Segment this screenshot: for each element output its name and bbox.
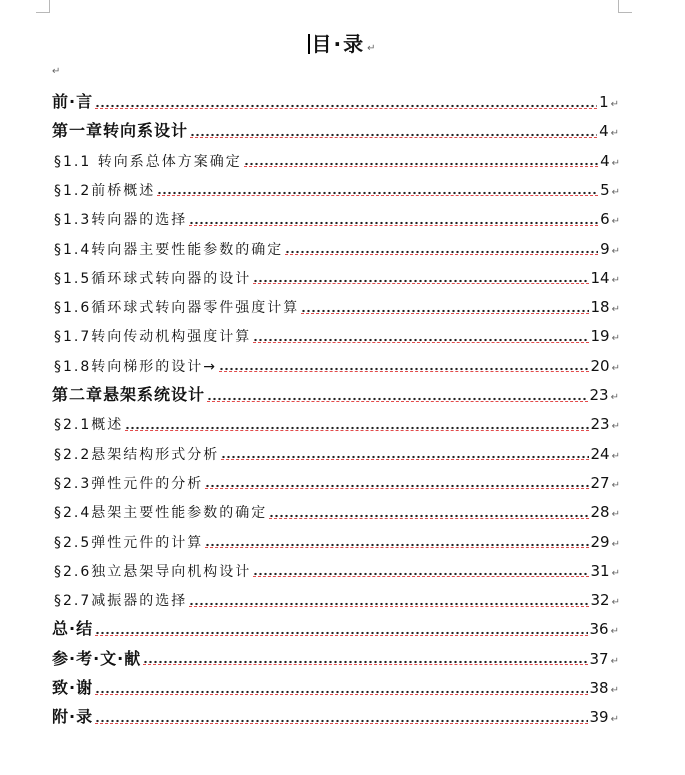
toc-entry-page: 4	[600, 151, 610, 170]
toc-leader-dots	[253, 279, 588, 284]
toc-entry[interactable]	[52, 706, 620, 728]
toc-entry-page: 14	[590, 268, 610, 287]
toc-entry[interactable]	[52, 120, 620, 142]
toc-leader-dots	[244, 162, 598, 167]
toc-leader-dots	[269, 514, 588, 519]
toc-leader-dots	[285, 250, 598, 255]
toc-entry-page: 20	[590, 356, 610, 375]
toc-entry[interactable]	[54, 150, 622, 172]
toc-entry-label: 参·考·文·献	[52, 648, 142, 668]
toc-entry[interactable]	[54, 208, 622, 230]
toc-entry-label: §2.1概述	[54, 417, 124, 434]
toc-entry-label: §2.3弹性元件的分析	[54, 475, 204, 492]
toc-entry-page: 9	[600, 239, 610, 258]
toc-entry-label: 总·结	[52, 619, 94, 639]
toc-entry-label: §2.7减振器的选择	[54, 593, 188, 610]
toc-entry[interactable]	[54, 472, 622, 494]
toc-entry-page: 36	[589, 620, 609, 639]
toc-entry[interactable]	[52, 384, 620, 406]
toc-entry-page: 38	[589, 679, 609, 697]
toc-entry[interactable]	[54, 443, 622, 465]
toc-entry-label: §1.8转向梯形的设计→	[54, 358, 217, 375]
toc-entry-label: §1.4转向器主要性能参数的确定	[54, 241, 284, 258]
toc-leader-dots	[207, 397, 588, 402]
toc-entry[interactable]	[54, 589, 622, 611]
paragraph-mark-icon: ↵	[611, 333, 622, 345]
toc-entry-label: 前·言	[52, 92, 94, 111]
toc-entry-label: 致·谢	[52, 678, 94, 697]
page-corner-marker-left	[36, 0, 50, 13]
toc-entry-page: 27	[590, 473, 610, 492]
toc-leader-dots	[157, 191, 598, 196]
paragraph-mark-icon: ↵	[611, 450, 622, 462]
toc-entry[interactable]	[54, 560, 622, 582]
paragraph-mark-icon: ↵	[611, 421, 622, 433]
toc-leader-dots	[253, 338, 588, 343]
paragraph-mark-icon: ↵	[610, 128, 620, 140]
paragraph-mark-icon: ↵	[610, 626, 620, 638]
toc-entry[interactable]	[54, 531, 622, 553]
toc-entry-page: 24	[590, 444, 610, 463]
paragraph-mark-icon: ↵	[611, 567, 622, 579]
toc-entry-label: 第一章转向系设计	[52, 121, 189, 141]
toc-entry-page: 6	[600, 210, 610, 229]
toc-entry[interactable]	[54, 238, 622, 260]
toc-entry[interactable]	[54, 296, 622, 318]
toc-entry-page: 18	[590, 298, 610, 317]
toc-entry-label: §2.4悬架主要性能参数的确定	[54, 505, 268, 522]
toc-leader-dots	[221, 455, 588, 460]
toc-entry[interactable]	[52, 677, 620, 699]
toc-entry-label: §2.2悬架结构形式分析	[54, 446, 220, 463]
toc-entry[interactable]	[52, 618, 620, 640]
paragraph-mark-icon: ↵	[611, 597, 622, 609]
toc-entry-page: 23	[589, 386, 609, 404]
toc-leader-dots	[95, 690, 587, 695]
toc-entry[interactable]	[54, 267, 622, 289]
toc-leader-dots	[205, 484, 588, 489]
paragraph-mark-icon: ↵	[611, 274, 622, 286]
toc-entry-label: §1.5循环球式转向器的设计	[54, 270, 252, 287]
toc-entry-label: §1.6循环球式转向器零件强度计算	[54, 300, 300, 317]
toc-title-text: 目·录	[311, 32, 366, 56]
toc-entry-page: 31	[590, 561, 610, 580]
paragraph-mark-icon: ↵	[611, 216, 622, 228]
paragraph-mark-icon: ↵	[610, 99, 620, 110]
paragraph-mark-icon: ↵	[611, 362, 622, 374]
toc-entry-page: 1	[599, 93, 609, 111]
toc-entry-page: 39	[589, 708, 609, 727]
toc-title	[0, 28, 685, 57]
toc-leader-dots	[189, 602, 588, 607]
toc-entry-page: 29	[590, 532, 610, 551]
paragraph-mark-icon: ↵	[610, 714, 620, 726]
toc-entry-page: 23	[590, 415, 610, 434]
toc-leader-dots	[253, 572, 588, 577]
paragraph-mark-icon: ↵	[610, 392, 620, 403]
toc-leader-dots	[301, 309, 588, 314]
paragraph-mark-icon: ↵	[611, 157, 622, 169]
toc-entry-label: 第二章悬架系统设计	[52, 385, 206, 404]
toc-entry-label: §1.7转向传动机构强度计算	[54, 329, 252, 346]
toc-entry-label: §1.3转向器的选择	[54, 212, 188, 229]
toc-leader-dots	[219, 367, 589, 372]
toc-entry[interactable]	[54, 413, 622, 435]
toc-leader-dots	[190, 133, 597, 138]
toc-entry-page: 5	[600, 180, 610, 199]
text-cursor	[308, 34, 310, 54]
paragraph-mark-icon: ↵	[52, 66, 61, 77]
toc-entry[interactable]	[52, 648, 620, 670]
toc-leader-dots	[125, 426, 588, 431]
paragraph-mark-icon: ↵	[367, 43, 378, 54]
paragraph-mark-icon: ↵	[611, 509, 622, 521]
toc-entry-page: 37	[589, 649, 609, 668]
paragraph-mark-icon: ↵	[611, 186, 622, 198]
toc-entry-label: §1.1 转向系总体方案确定	[54, 153, 242, 170]
toc-entry[interactable]	[54, 355, 622, 377]
toc-leader-dots	[189, 221, 598, 226]
toc-leader-dots	[143, 660, 587, 665]
toc-entry[interactable]	[54, 179, 622, 201]
toc-entry-label: §2.5弹性元件的计算	[54, 534, 204, 551]
toc-entry-label: §1.2前桥概述	[54, 182, 156, 199]
paragraph-mark-icon: ↵	[611, 479, 622, 491]
toc-entry-label: §2.6独立悬架导向机构设计	[54, 563, 252, 580]
toc-entry[interactable]	[54, 501, 622, 523]
paragraph-mark-icon: ↵	[610, 655, 620, 667]
toc-entry-page: 28	[590, 503, 610, 522]
paragraph-mark-icon: ↵	[611, 245, 622, 257]
page-corner-marker-right	[618, 0, 632, 13]
toc-leader-dots	[205, 543, 588, 548]
toc-leader-dots	[95, 631, 587, 636]
paragraph-mark-icon: ↵	[611, 538, 622, 550]
toc-entry-page: 19	[590, 327, 610, 346]
toc-leader-dots	[95, 104, 597, 109]
toc-entry-label: 附·录	[52, 707, 94, 727]
paragraph-mark-icon: ↵	[611, 304, 622, 316]
toc-leader-dots	[95, 719, 587, 724]
toc-entry[interactable]	[54, 325, 622, 347]
toc-entry-page: 32	[590, 591, 610, 610]
toc-entry-page: 4	[599, 122, 609, 141]
paragraph-mark-icon: ↵	[610, 685, 620, 696]
toc-entry[interactable]	[52, 91, 620, 113]
